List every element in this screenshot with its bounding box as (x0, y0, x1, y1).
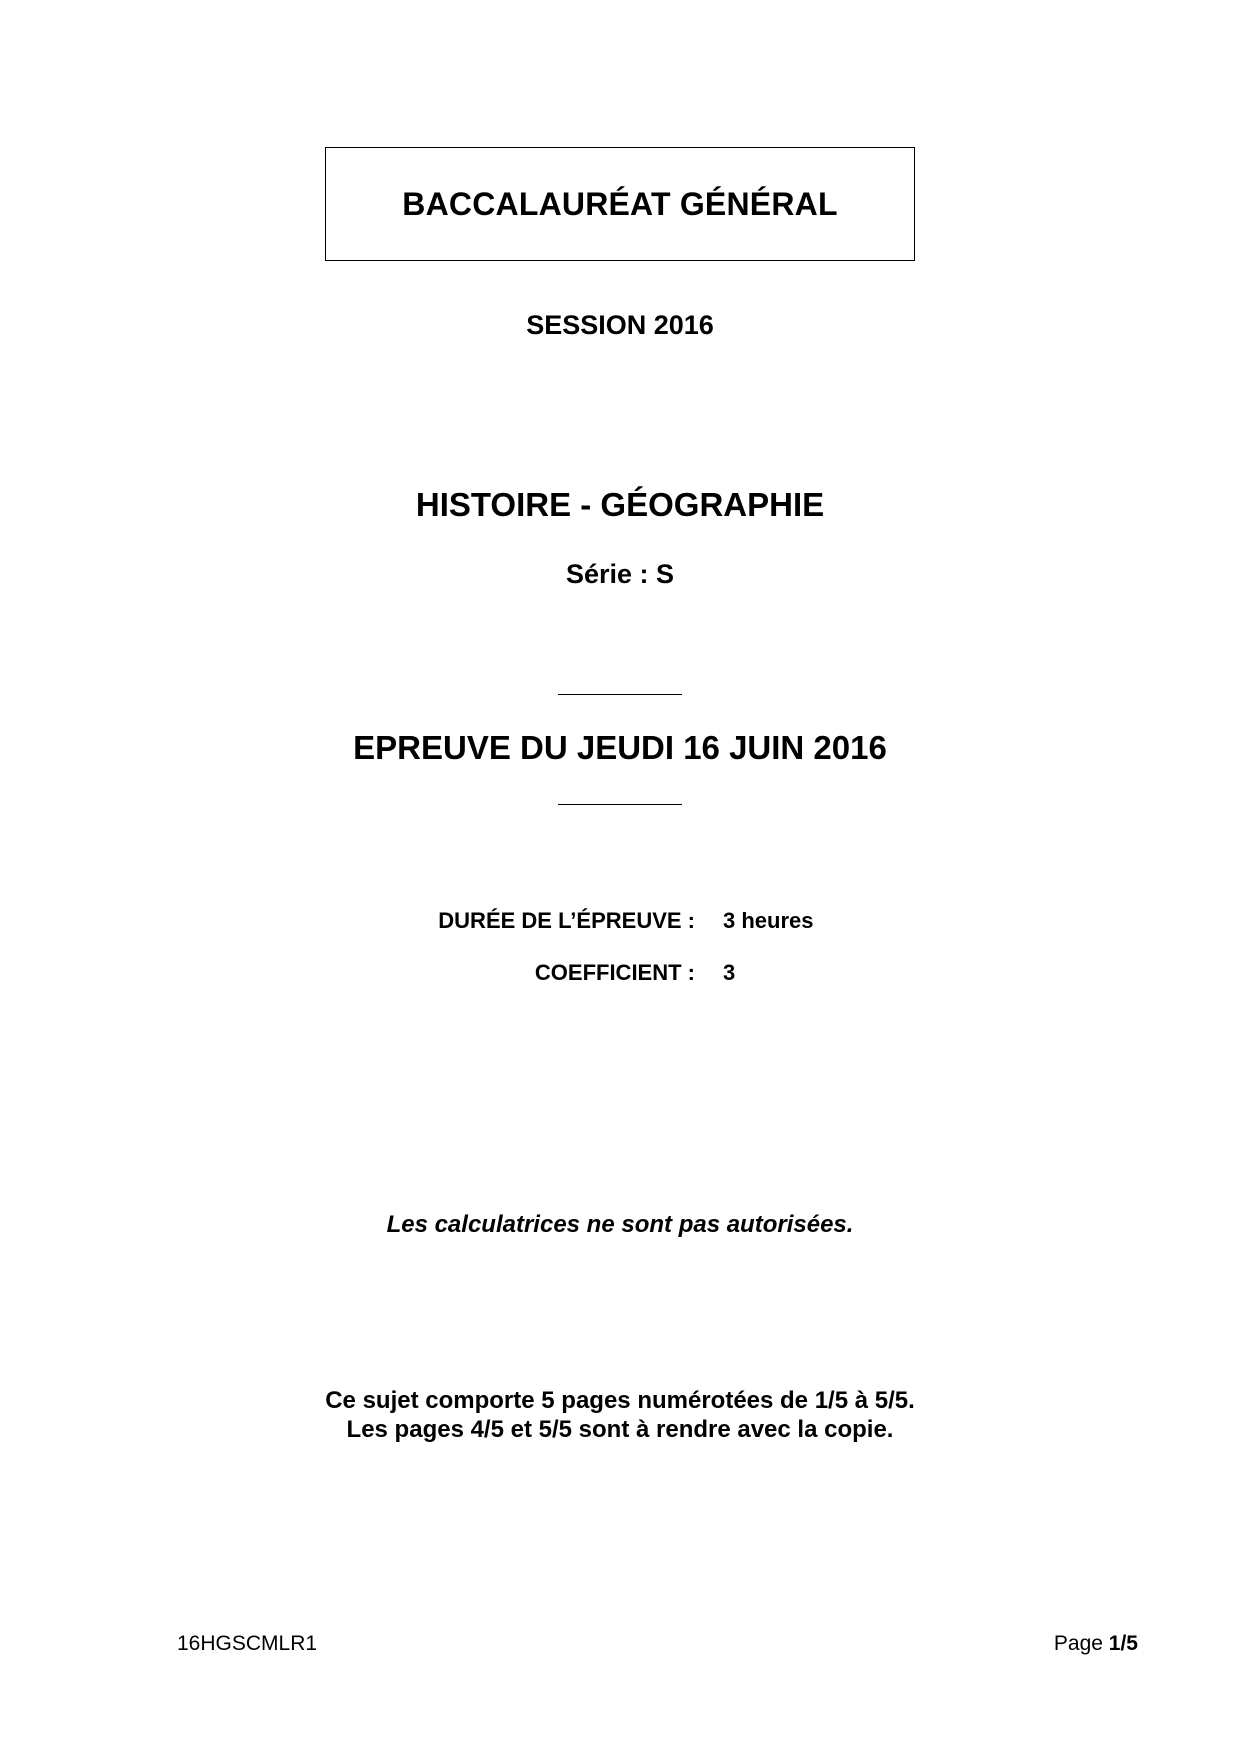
divider-top (558, 694, 682, 695)
document-title: BACCALAURÉAT GÉNÉRAL (402, 185, 838, 222)
footer-page-number: 1/5 (1108, 1632, 1138, 1655)
coefficient-label: COEFFICIENT : (534, 960, 695, 985)
duration-label: DURÉE DE L’ÉPREUVE : (438, 908, 695, 933)
footer-document-code: 16HGSCMLR1 (177, 1632, 318, 1655)
pages-notice-line-1: Ce sujet comporte 5 pages numérotées de 1/5 à 5/5. (325, 1387, 915, 1414)
subject-heading: HISTOIRE - GÉOGRAPHIE (415, 486, 825, 523)
session-heading: SESSION 2016 (526, 310, 714, 340)
pages-notice (0, 1386, 1240, 1444)
divider-bottom (558, 804, 682, 805)
title-box (325, 147, 915, 261)
coefficient-value: 3 (723, 960, 736, 985)
footer-page-label: Page (1053, 1632, 1103, 1655)
duration-row (0, 908, 1240, 938)
pages-notice-line-2: Les pages 4/5 et 5/5 sont à rendre avec la copie. (346, 1416, 894, 1443)
exam-date-heading: EPREUVE DU JEUDI 16 JUIN 2016 (353, 729, 887, 766)
serie-label: Série : S (565, 559, 675, 589)
footer-page-indicator (1054, 1632, 1138, 1656)
coefficient-row (0, 960, 1240, 990)
duration-value: 3 heures (723, 908, 814, 933)
calculator-notice: Les calculatrices ne sont pas autorisées. (386, 1211, 854, 1238)
